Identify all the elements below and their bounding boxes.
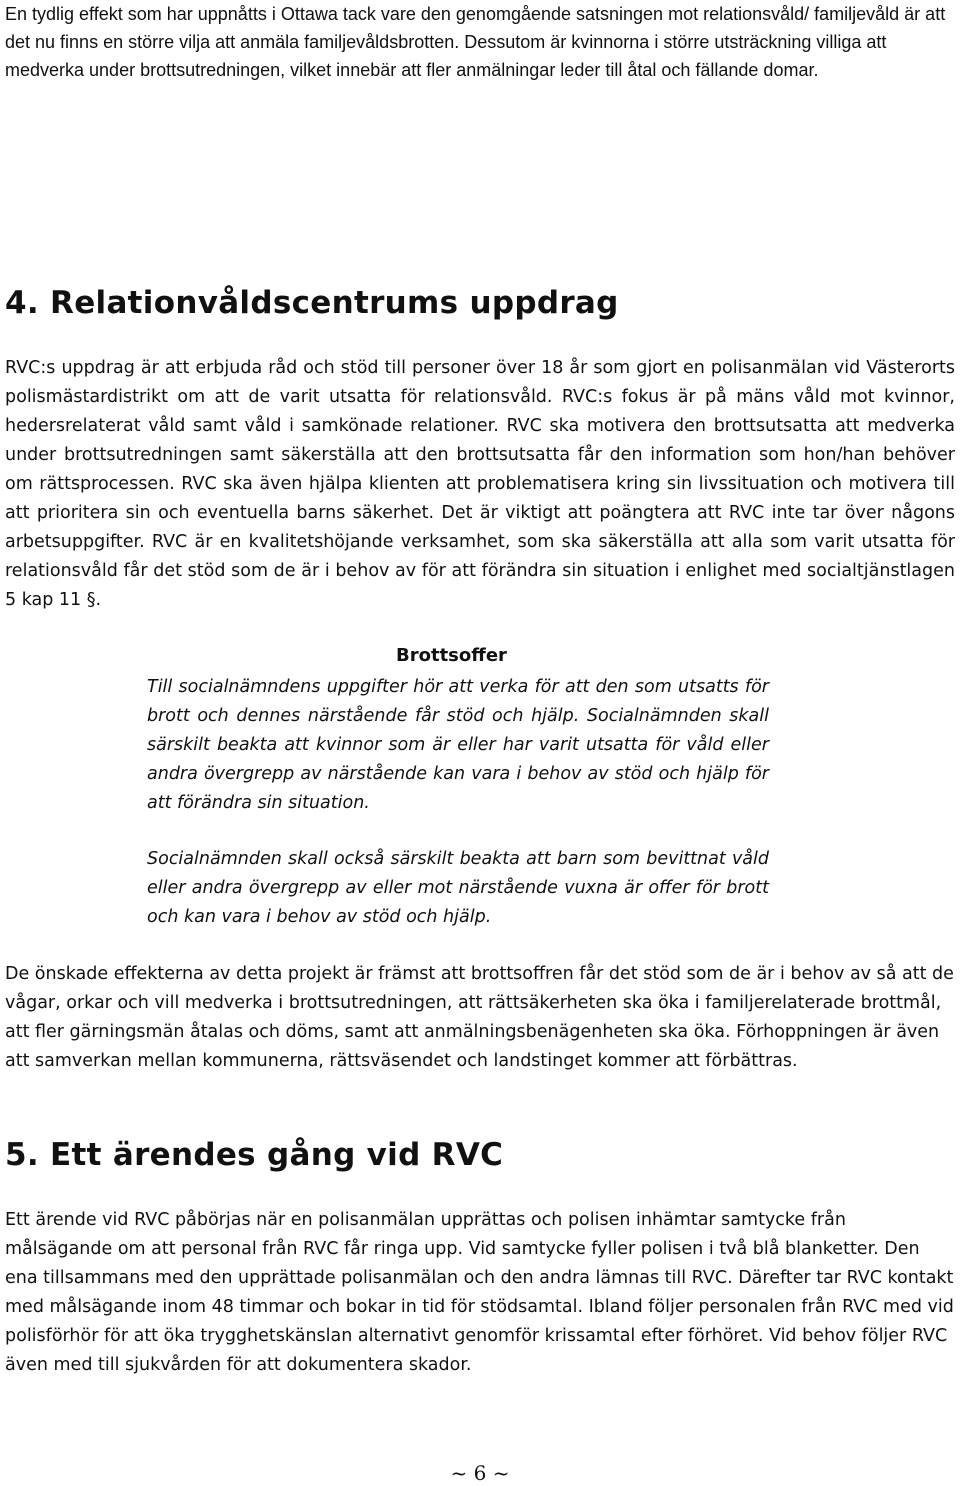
page-number: ~ 6 ~ [450, 1461, 510, 1485]
section-4-paragraph: RVC:s uppdrag är att erbjuda råd och stöd till personer över 18 år som gjort en polisanmälan vid Västerorts polismästardistrikt om att de varit utsatta för relationsvåld. RVC:s fokus är på mäns våld mot kvinnor, hedersrelaterat våld samt våld i samkönade relationer. RVC ska motivera den brottsutsatta att medverka under brottsutredningen samt säkerställa att den brottsutsatta får den information som hon/han behöver om rättsprocessen. RVC ska även hjälpa klienten att problematisera kring sin livssituation och motivera till att prioritera sin och eventuella barns säkerhet. Det är viktigt att poängtera att RVC inte tar över någons arbetsuppgifter. RVC är en kvalitetshöjande verksamhet, som ska säkerställa att alla som varit utsatta för relationsvåld får det stöd som de är i behov av för att förändra sin situation i enlighet med socialtjänstlagen 5 kap 11 §. [5, 358, 955, 610]
quote-paragraph-1: Till socialnämndens uppgifter hör att verka för att den som utsatts för brott och dennes närstående får stöd och hjälp. Socialnämnden skall särskilt beakta att kvinnor som är eller har varit utsatta för våld eller andra övergrepp av närstående kan vara i behov av stöd och hjälp för att förändra sin situation. [147, 677, 769, 813]
section-5-paragraph: Ett ärende vid RVC påbörjas när en polisanmälan upprättas och polisen inhämtar samtycke från målsägande om att personal från RVC får ringa upp. Vid samtycke fyller polisen i två blå blanketter. Den ena tillsammans med den upprättade polisanmälan och den andra lämnas till RVC. Därefter tar RVC kontakt med målsägande inom 48 timmar och bokar in tid för stödsamtal. Ibland följer personalen från RVC med vid polisförhör för att öka trygghetskänslan alternativt genomför krissamtal efter förhöret. Vid behov följer RVC även med till sjukvården för att dokumentera skador. [5, 1210, 954, 1375]
section-4-effects-paragraph: De önskade effekterna av detta projekt är främst att brottsoffren får det stöd som de är i behov av så att de vågar, orkar och vill medverka i brottsutredningen, att rättsäkerheten ska öka i familjerelaterade brottmål, att fler gärningsmän åtalas och döms, samt att anmälningsbenägenheten ska öka. Förhoppningen är även att samverkan mellan kommunerna, rättsväsendet och landstinget kommer att förbättras. [5, 964, 954, 1071]
intro-paragraph: En tydlig effekt som har uppnåtts i Ottawa tack vare den genomgående satsningen mot relationsvåld/ familjevåld är att det nu finns en större vilja att anmäla familjevåldsbrotten. Dessutom är kvinnorna i större utsträckning villiga att medverka under brottsutredningen, vilket innebär att fler anmälningar leder till åtal och fällande domar. [5, 4, 946, 80]
section-4-heading: 4. Relationvåldscentrums uppdrag [5, 285, 619, 321]
quote-paragraph-2: Socialnämnden skall också särskilt beakta att barn som bevittnat våld eller andra övergrepp av eller mot närstående vuxna är offer för brott och kan vara i behov av stöd och hjälp. [147, 849, 769, 927]
section-5-heading: 5. Ett ärendes gång vid RVC [5, 1137, 504, 1173]
quote-title: Brottsoffer [396, 645, 507, 666]
